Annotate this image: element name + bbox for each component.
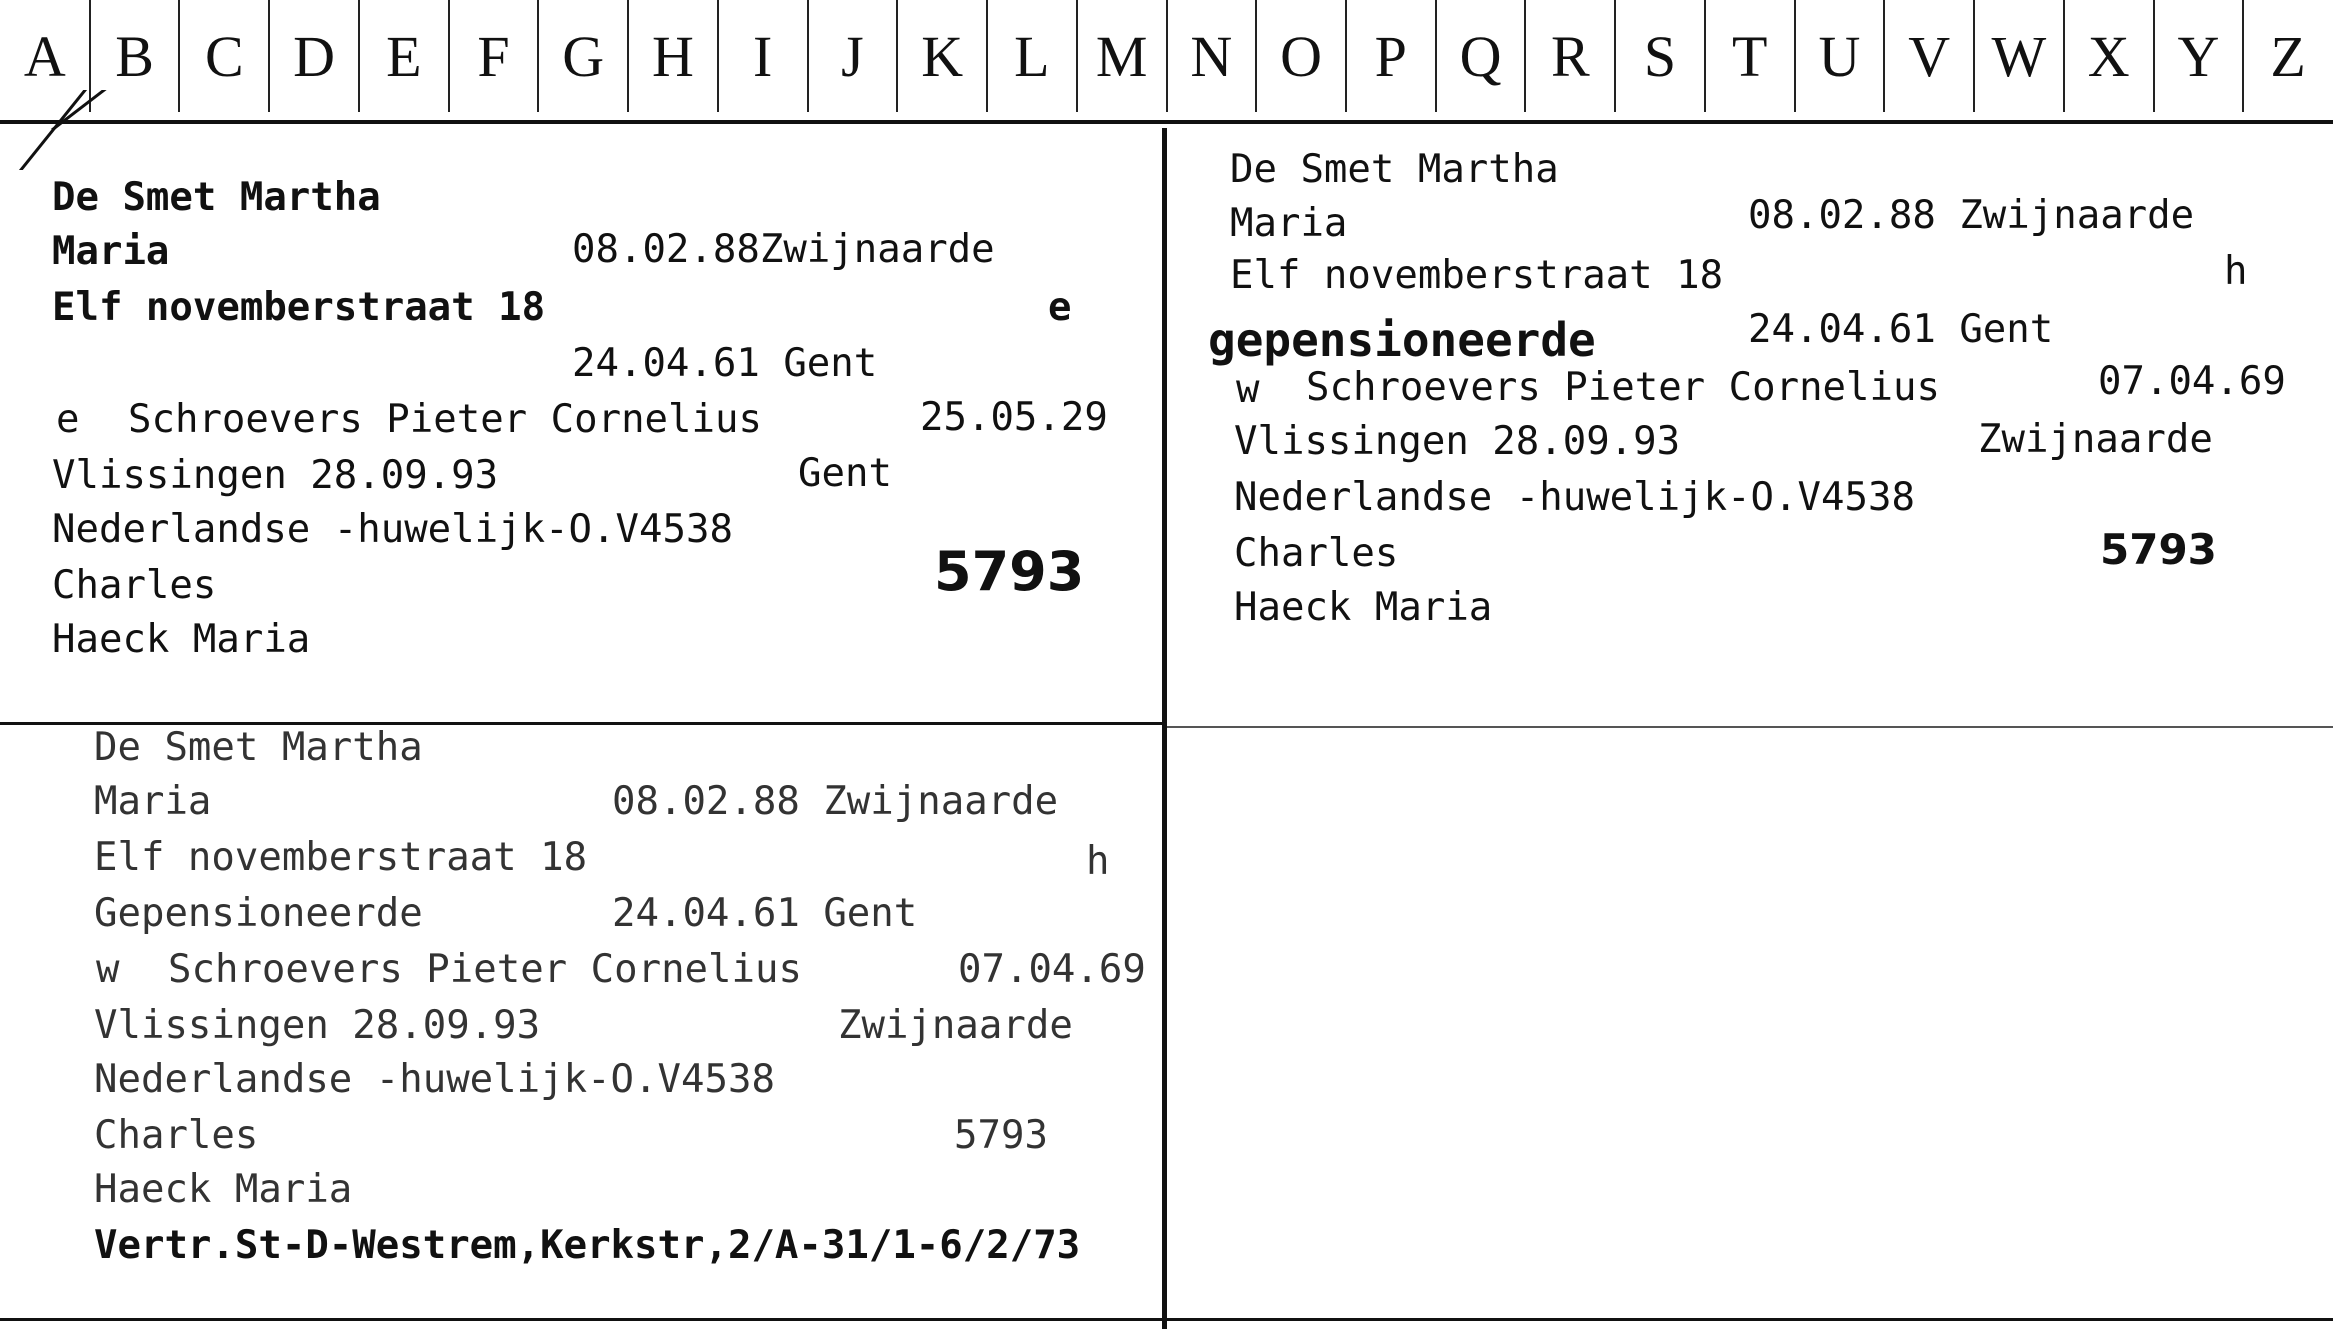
card-arrival: 24.04.61 Gent: [572, 341, 878, 386]
index-letter-k: K: [921, 23, 964, 89]
index-divider: [1704, 0, 1706, 112]
card-spouse-date: 07.04.69: [958, 947, 1146, 992]
card-arrival: 24.04.61 Gent: [1748, 307, 2054, 352]
card-spouse-birth: Vlissingen 28.09.93: [94, 1003, 541, 1048]
index-divider: [627, 0, 629, 112]
index-letter-o: O: [1280, 23, 1323, 89]
index-letter-e: E: [386, 23, 422, 89]
index-letter-d: D: [293, 23, 335, 89]
double-slash-mark: [0, 90, 130, 170]
index-divider: [1435, 0, 1437, 112]
index-letter-x: X: [2087, 23, 2130, 89]
bottom-rule: [0, 1318, 2333, 1321]
index-letter-l: L: [1014, 23, 1050, 89]
card-birth-date-place: 08.02.88 Zwijnaarde: [612, 779, 1059, 824]
card-departure-note: Vertr.St-D-Westrem,Kerkstr,2/A-31/1-6/2/73: [94, 1223, 1081, 1268]
index-divider: [1973, 0, 1975, 112]
card-status-code: h: [1086, 839, 1110, 884]
card-father: Charles: [52, 563, 217, 608]
header-rule: [0, 120, 2333, 124]
card-spouse: Schroevers Pieter Cornelius: [168, 947, 802, 992]
index-letter-p: P: [1374, 23, 1407, 89]
card-address: Elf novemberstraat 18: [1230, 253, 1724, 298]
card-spouse-birth: Vlissingen 28.09.93: [52, 453, 499, 498]
index-letter-s: S: [1643, 23, 1677, 89]
index-divider: [1794, 0, 1796, 112]
index-letter-u: U: [1818, 23, 1861, 89]
card-given-name: Maria: [94, 779, 212, 824]
index-divider: [537, 0, 539, 112]
card-spouse-date: 25.05.29: [920, 395, 1108, 440]
index-letter-c: C: [204, 23, 244, 89]
index-letter-w: W: [1991, 23, 2047, 89]
card-birth-date-place: 08.02.88 Zwijnaarde: [1748, 193, 2195, 238]
card-spouse-place: Zwijnaarde: [1978, 417, 2213, 462]
card-spouse-prefix: w: [96, 947, 120, 992]
index-letter-g: G: [562, 23, 605, 89]
index-letter-n: N: [1190, 23, 1233, 89]
card-nationality: Nederlandse -huwelijk-O.V4538: [94, 1057, 775, 1102]
card-spouse-prefix: e: [56, 397, 80, 442]
card-mother: Haeck Maria: [94, 1167, 353, 1212]
alphabet-index: [0, 0, 2333, 122]
index-divider: [1614, 0, 1616, 112]
card-spouse: Schroevers Pieter Cornelius: [1306, 365, 1940, 410]
card-mother: Haeck Maria: [52, 617, 311, 662]
index-divider: [1345, 0, 1347, 112]
index-divider: [1166, 0, 1168, 112]
card-father: Charles: [94, 1113, 259, 1158]
card-name: De Smet Martha: [52, 175, 381, 220]
index-letter-b: B: [115, 23, 154, 89]
index-divider: [807, 0, 809, 112]
index-divider: [1883, 0, 1885, 112]
card-nationality: Nederlandse -huwelijk-O.V4538: [1234, 475, 1915, 520]
index-letter-y: Y: [2177, 23, 2220, 89]
card-given-name: Maria: [1230, 201, 1348, 246]
card-number: 5793: [934, 540, 1085, 603]
index-letter-m: M: [1095, 23, 1148, 89]
index-letter-j: J: [841, 23, 864, 89]
card-divider-vertical: [1162, 128, 1167, 1329]
index-divider: [896, 0, 898, 112]
card-spouse-place: Zwijnaarde: [838, 1003, 1073, 1048]
index-letter-a: A: [23, 23, 66, 89]
card-arrival: 24.04.61 Gent: [612, 891, 918, 936]
index-letter-f: F: [477, 23, 510, 89]
index-letter-r: R: [1550, 23, 1590, 89]
index-divider: [358, 0, 360, 112]
card-divider-horizontal-right: [1167, 726, 2333, 728]
index-letter-i: I: [753, 23, 773, 89]
card-status-code: e: [1048, 285, 1072, 330]
card-spouse-date: 07.04.69: [2098, 359, 2286, 404]
card-occupation: Gepensioneerde: [94, 891, 423, 936]
index-letter-q: Q: [1459, 23, 1502, 89]
card-number: 5793: [2100, 525, 2217, 574]
index-letter-z: Z: [2270, 23, 2306, 89]
card-father: Charles: [1234, 531, 1399, 576]
index-divider: [1076, 0, 1078, 112]
index-divider: [986, 0, 988, 112]
card-name: De Smet Martha: [94, 725, 423, 770]
card-given-name: Maria: [52, 229, 170, 274]
card-spouse-prefix: w: [1236, 367, 1260, 412]
card-nationality: Nederlandse -huwelijk-O.V4538: [52, 507, 733, 552]
card-name: De Smet Martha: [1230, 147, 1559, 192]
card-address: Elf novemberstraat 18: [94, 835, 588, 880]
index-letter-t: T: [1732, 23, 1768, 89]
index-divider: [2153, 0, 2155, 112]
index-divider: [1255, 0, 1257, 112]
card-spouse-place: Gent: [798, 451, 892, 496]
card-spouse: Schroevers Pieter Cornelius: [128, 397, 762, 442]
index-divider: [2063, 0, 2065, 112]
card-address: Elf novemberstraat 18: [52, 285, 546, 330]
card-number: 5793: [954, 1113, 1048, 1158]
index-letter-h: H: [652, 23, 694, 89]
index-divider: [448, 0, 450, 112]
card-birth-date-place: 08.02.88Zwijnaarde: [572, 227, 995, 272]
index-divider: [178, 0, 180, 112]
index-divider: [268, 0, 270, 112]
card-occupation: gepensioneerde: [1208, 313, 1596, 367]
index-divider: [2242, 0, 2244, 112]
index-divider: [717, 0, 719, 112]
card-status-code: h: [2224, 249, 2248, 294]
index-divider: [1524, 0, 1526, 112]
card-spouse-birth: Vlissingen 28.09.93: [1234, 419, 1681, 464]
card-mother: Haeck Maria: [1234, 585, 1493, 630]
index-letter-v: V: [1908, 23, 1951, 89]
